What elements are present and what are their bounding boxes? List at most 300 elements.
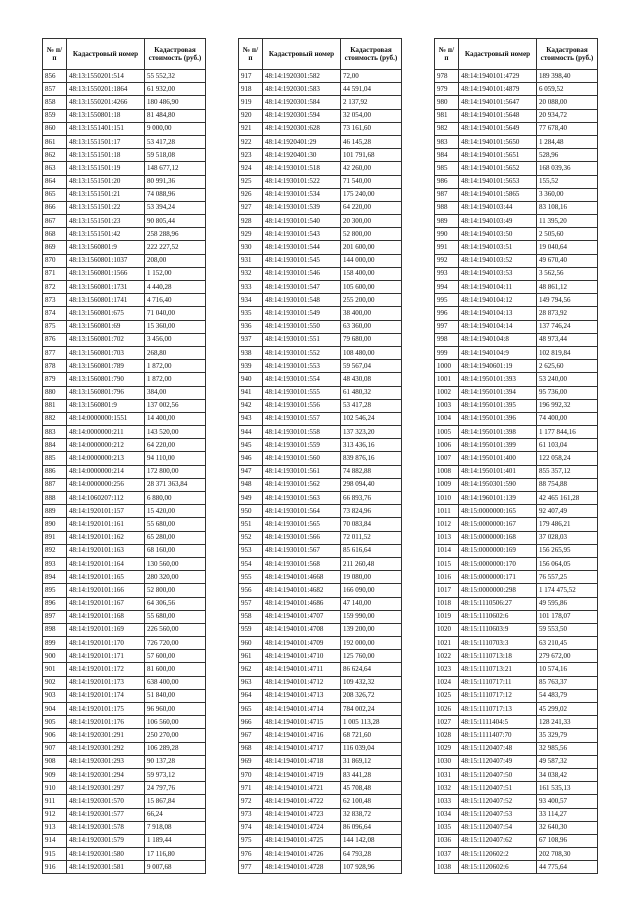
row-number: 902 (43, 676, 67, 689)
cadastral-cost: 90 137,28 (145, 755, 206, 768)
row-number: 969 (239, 755, 263, 768)
row-number: 1004 (435, 412, 459, 425)
table-row (43, 320, 206, 333)
cadastral-number: 48:14:1920101:176 (67, 716, 145, 729)
cadastral-number: 48:14:1930101:565 (263, 518, 341, 531)
table-row (43, 755, 206, 768)
cadastral-number: 48:14:1920101:166 (67, 584, 145, 597)
row-number: 1037 (435, 848, 459, 861)
table-row (239, 188, 402, 201)
cadastral-number: 48:14:1940104:14 (459, 320, 537, 333)
cadastral-cost: 11 395,20 (537, 215, 598, 228)
cadastral-cost: 59 567,04 (341, 360, 402, 373)
row-number: 981 (435, 109, 459, 122)
cadastral-number: 48:15:0000000:168 (459, 531, 537, 544)
table-row (435, 307, 598, 320)
table-row (239, 333, 402, 346)
table-row (239, 584, 402, 597)
table-row (435, 821, 598, 834)
row-number: 1025 (435, 689, 459, 702)
cadastral-cost: 72,00 (341, 70, 402, 83)
row-number: 1015 (435, 557, 459, 570)
cadastral-number: 48:15:0000000:170 (459, 557, 537, 570)
cadastral-number: 48:14:0000000:1551 (67, 412, 145, 425)
cadastral-cost: 64 306,56 (145, 597, 206, 610)
table-row (239, 267, 402, 280)
row-number: 900 (43, 650, 67, 663)
table-row (239, 729, 402, 742)
row-number: 872 (43, 281, 67, 294)
cadastral-number: 48:14:1940101:4715 (263, 716, 341, 729)
table-row (435, 162, 598, 175)
row-number: 1023 (435, 663, 459, 676)
table-row (239, 531, 402, 544)
cadastral-number: 48:14:1940103:52 (459, 254, 537, 267)
row-number: 1006 (435, 439, 459, 452)
cadastral-number: 48:15:1110717:11 (459, 676, 537, 689)
table-row (435, 135, 598, 148)
table-row (43, 768, 206, 781)
cadastral-cost: 73 824,96 (341, 505, 402, 518)
cadastral-number: 48:14:1920101:171 (67, 650, 145, 663)
row-number: 936 (239, 320, 263, 333)
cadastral-number: 48:15:1110703:3 (459, 637, 537, 650)
cadastral-number: 48:14:1930101:566 (263, 531, 341, 544)
header-cadastral-cost: Кадастровая стоимость (руб.) (341, 39, 402, 70)
row-number: 1026 (435, 703, 459, 716)
row-number: 886 (43, 465, 67, 478)
cadastral-number: 48:14:1940101:4686 (263, 597, 341, 610)
cadastral-cost: 166 090,00 (341, 584, 402, 597)
table-row (239, 663, 402, 676)
row-number: 869 (43, 241, 67, 254)
cadastral-number: 48:14:1940103:44 (459, 201, 537, 214)
cadastral-cost: 42 260,00 (341, 162, 402, 175)
table-row (239, 492, 402, 505)
cadastral-cost: 172 800,00 (145, 465, 206, 478)
cadastral-number: 48:15:1110603:9 (459, 623, 537, 636)
table-row (435, 320, 598, 333)
row-number: 908 (43, 755, 67, 768)
cadastral-number: 48:13:1560801:69 (67, 320, 145, 333)
row-number: 918 (239, 83, 263, 96)
cadastral-number: 48:14:1920301:291 (67, 729, 145, 742)
cadastral-number: 48:14:1920101:170 (67, 637, 145, 650)
table-row (239, 439, 402, 452)
row-number: 917 (239, 70, 263, 83)
table-row (239, 623, 402, 636)
cadastral-number: 48:14:1940101:4707 (263, 610, 341, 623)
table-row (435, 703, 598, 716)
cadastral-cost: 384,00 (145, 386, 206, 399)
cadastral-number: 48:15:1120407:53 (459, 808, 537, 821)
table-row (43, 294, 206, 307)
cadastral-cost: 51 840,00 (145, 689, 206, 702)
table-row (43, 637, 206, 650)
cadastral-cost: 79 680,00 (341, 333, 402, 346)
cadastral-number: 48:14:1940104:11 (459, 281, 537, 294)
cadastral-cost: 57 600,00 (145, 650, 206, 663)
cadastral-number: 48:14:1940101:4719 (263, 768, 341, 781)
table-row (239, 768, 402, 781)
cadastral-cost: 14 400,00 (145, 412, 206, 425)
cadastral-cost: 101 791,68 (341, 149, 402, 162)
row-number: 914 (43, 834, 67, 847)
row-number: 986 (435, 175, 459, 188)
cadastral-number: 48:14:1930101:534 (263, 188, 341, 201)
cadastral-number: 48:14:1920301:292 (67, 742, 145, 755)
cadastral-cost: 28 371 363,84 (145, 478, 206, 491)
cadastral-number: 48:15:0000000:171 (459, 571, 537, 584)
cadastral-cost: 128 241,33 (537, 716, 598, 729)
row-number: 1010 (435, 492, 459, 505)
row-number: 865 (43, 188, 67, 201)
row-number: 1003 (435, 399, 459, 412)
table-row (239, 373, 402, 386)
cadastral-number: 48:14:1950101:395 (459, 399, 537, 412)
cadastral-cost: 159 990,00 (341, 610, 402, 623)
row-number: 882 (43, 412, 67, 425)
cadastral-cost: 1 005 113,28 (341, 716, 402, 729)
table-row (43, 492, 206, 505)
table-row (43, 821, 206, 834)
row-number: 903 (43, 689, 67, 702)
table-row (43, 795, 206, 808)
cadastral-cost: 158 400,00 (341, 267, 402, 280)
cadastral-cost: 3 456,00 (145, 333, 206, 346)
table-row (239, 742, 402, 755)
row-number: 1001 (435, 373, 459, 386)
cadastral-cost: 24 797,76 (145, 782, 206, 795)
row-number: 999 (435, 346, 459, 359)
table-row (435, 254, 598, 267)
table-row (435, 861, 598, 874)
row-number: 997 (435, 320, 459, 333)
row-number: 915 (43, 848, 67, 861)
cadastral-cost: 137 323,20 (341, 426, 402, 439)
table-row (239, 848, 402, 861)
row-number: 1019 (435, 610, 459, 623)
table-row (43, 650, 206, 663)
table-row (435, 557, 598, 570)
row-number: 948 (239, 478, 263, 491)
table-row (43, 254, 206, 267)
cadastral-cost: 66,24 (145, 808, 206, 821)
cadastral-number: 48:14:1920101:163 (67, 544, 145, 557)
cadastral-number: 48:14:1920301:570 (67, 795, 145, 808)
cadastral-cost: 45 708,48 (341, 782, 402, 795)
cadastral-number: 48:14:1930101:560 (263, 452, 341, 465)
cadastral-cost: 222 227,52 (145, 241, 206, 254)
table-row (239, 518, 402, 531)
table-row (239, 755, 402, 768)
table-row (435, 465, 598, 478)
cadastral-number: 48:14:1940101:4709 (263, 637, 341, 650)
row-number: 992 (435, 254, 459, 267)
cadastral-cost: 19 040,64 (537, 241, 598, 254)
row-number: 953 (239, 544, 263, 557)
row-number: 898 (43, 623, 67, 636)
cadastral-number: 48:14:0000000:214 (67, 465, 145, 478)
table-row (239, 83, 402, 96)
row-number: 941 (239, 386, 263, 399)
row-number: 1002 (435, 386, 459, 399)
row-number: 944 (239, 426, 263, 439)
cadastral-number: 48:14:1920101:157 (67, 505, 145, 518)
cadastral-number: 48:14:1920101:167 (67, 597, 145, 610)
row-number: 982 (435, 122, 459, 135)
row-number: 870 (43, 254, 67, 267)
cadastral-cost: 55 680,00 (145, 610, 206, 623)
cadastral-cost: 63 210,45 (537, 637, 598, 650)
cadastral-cost: 2 137,92 (341, 96, 402, 109)
cadastral-number: 48:15:1120407:62 (459, 834, 537, 847)
row-number: 861 (43, 135, 67, 148)
cadastral-number: 48:13:1560801:796 (67, 386, 145, 399)
row-number: 933 (239, 281, 263, 294)
cadastral-number: 48:15:1120407:48 (459, 742, 537, 755)
cadastral-number: 48:14:1920301:578 (67, 821, 145, 834)
table-row (435, 571, 598, 584)
cadastral-cost: 95 736,00 (537, 386, 598, 399)
cadastral-number: 48:15:1120407:49 (459, 755, 537, 768)
table-row (43, 478, 206, 491)
table-row (43, 584, 206, 597)
cadastral-number: 48:14:1930101:548 (263, 294, 341, 307)
row-number: 965 (239, 703, 263, 716)
cadastral-cost: 2 625,60 (537, 360, 598, 373)
cadastral-number: 48:14:1940101:4729 (459, 70, 537, 83)
row-number: 942 (239, 399, 263, 412)
table-row (43, 241, 206, 254)
cadastral-cost: 161 535,13 (537, 782, 598, 795)
row-number: 905 (43, 716, 67, 729)
cadastral-number: 48:14:1930101:562 (263, 478, 341, 491)
cadastral-number: 48:14:1920401:29 (263, 135, 341, 148)
cadastral-cost: 63 360,00 (341, 320, 402, 333)
cadastral-cost: 28 873,92 (537, 307, 598, 320)
row-number: 878 (43, 360, 67, 373)
cadastral-number: 48:14:1940101:5650 (459, 135, 537, 148)
table-row (435, 228, 598, 241)
table-row (43, 689, 206, 702)
header-cadastral-number: Кадастровый номер (459, 39, 537, 70)
table-row (239, 162, 402, 175)
table-row (435, 597, 598, 610)
cadastral-cost: 144 000,00 (341, 254, 402, 267)
cadastral-number: 48:14:1930101:544 (263, 241, 341, 254)
cadastral-cost: 20 300,00 (341, 215, 402, 228)
table-row (43, 228, 206, 241)
cadastral-cost: 638 400,00 (145, 676, 206, 689)
row-number: 868 (43, 228, 67, 241)
cadastral-cost: 68 160,00 (145, 544, 206, 557)
row-number: 916 (43, 861, 67, 874)
row-number: 1022 (435, 650, 459, 663)
row-number: 1000 (435, 360, 459, 373)
row-number: 873 (43, 294, 67, 307)
row-number: 895 (43, 584, 67, 597)
cadastral-cost: 208,00 (145, 254, 206, 267)
row-number: 1038 (435, 861, 459, 874)
cadastral-number: 48:14:1930101:546 (263, 267, 341, 280)
cadastral-number: 48:13:1560801:9 (67, 241, 145, 254)
cadastral-number: 48:14:1930101:558 (263, 426, 341, 439)
cadastral-number: 48:14:1930101:550 (263, 320, 341, 333)
cadastral-number: 48:14:1060207:112 (67, 492, 145, 505)
cadastral-cost: 83 108,16 (537, 201, 598, 214)
cadastral-table-1 (42, 38, 206, 874)
row-number: 957 (239, 597, 263, 610)
row-number: 958 (239, 610, 263, 623)
cadastral-number: 48:14:1950101:400 (459, 452, 537, 465)
cadastral-cost: 1 284,48 (537, 135, 598, 148)
cadastral-cost: 9 007,68 (145, 861, 206, 874)
table-row (43, 360, 206, 373)
cadastral-number: 48:14:1950101:393 (459, 373, 537, 386)
table-row (43, 201, 206, 214)
cadastral-cost: 4 440,28 (145, 281, 206, 294)
table-row (43, 716, 206, 729)
table-row (43, 399, 206, 412)
cadastral-number: 48:14:1950101:398 (459, 426, 537, 439)
cadastral-number: 48:14:1940601:19 (459, 360, 537, 373)
cadastral-number: 48:13:1560801:1037 (67, 254, 145, 267)
table-row (239, 689, 402, 702)
row-number: 990 (435, 228, 459, 241)
cadastral-number: 48:13:1550201:1864 (67, 83, 145, 96)
table-row (435, 584, 598, 597)
cadastral-cost: 34 038,42 (537, 768, 598, 781)
table-row (239, 716, 402, 729)
cadastral-number: 48:14:1920101:173 (67, 676, 145, 689)
table-row (435, 834, 598, 847)
cadastral-cost: 258 288,96 (145, 228, 206, 241)
cadastral-number: 48:14:1940104:8 (459, 333, 537, 346)
cadastral-cost: 31 869,12 (341, 755, 402, 768)
table-row (239, 795, 402, 808)
row-number: 943 (239, 412, 263, 425)
cadastral-cost: 88 754,88 (537, 478, 598, 491)
table-row (435, 782, 598, 795)
cadastral-cost: 19 080,00 (341, 571, 402, 584)
row-number: 879 (43, 373, 67, 386)
table-row (435, 149, 598, 162)
row-number: 880 (43, 386, 67, 399)
table-row (239, 782, 402, 795)
cadastral-number: 48:14:1940101:4721 (263, 782, 341, 795)
cadastral-cost: 726 720,00 (145, 637, 206, 650)
row-number: 995 (435, 294, 459, 307)
cadastral-cost: 855 357,12 (537, 465, 598, 478)
row-number: 1007 (435, 452, 459, 465)
table-header-row (435, 39, 598, 70)
cadastral-number: 48:14:1930101:518 (263, 162, 341, 175)
cadastral-cost: 15 420,00 (145, 505, 206, 518)
table-row (43, 83, 206, 96)
cadastral-number: 48:14:1930101:563 (263, 492, 341, 505)
cadastral-cost: 155,52 (537, 175, 598, 188)
row-number: 962 (239, 663, 263, 676)
header-num: № п/п (435, 39, 459, 70)
cadastral-cost: 3 360,00 (537, 188, 598, 201)
cadastral-number: 48:14:1940101:4712 (263, 676, 341, 689)
cadastral-number: 48:14:1950101:401 (459, 465, 537, 478)
cadastral-cost: 137 002,56 (145, 399, 206, 412)
row-number: 885 (43, 452, 67, 465)
cadastral-cost: 1 189,44 (145, 834, 206, 847)
table-row (435, 650, 598, 663)
row-number: 919 (239, 96, 263, 109)
row-number: 980 (435, 96, 459, 109)
cadastral-number: 48:15:1110506:27 (459, 597, 537, 610)
table-row (43, 782, 206, 795)
cadastral-cost: 68 721,60 (341, 729, 402, 742)
table-row (239, 241, 402, 254)
row-number: 959 (239, 623, 263, 636)
cadastral-number: 48:14:1920301:581 (67, 861, 145, 874)
cadastral-number: 48:14:1920101:168 (67, 610, 145, 623)
cadastral-cost: 70 083,84 (341, 518, 402, 531)
table-row (239, 703, 402, 716)
cadastral-cost: 528,96 (537, 149, 598, 162)
table-row (43, 162, 206, 175)
row-number: 871 (43, 267, 67, 280)
row-number: 966 (239, 716, 263, 729)
cadastral-number: 48:14:1920101:175 (67, 703, 145, 716)
table-row (435, 795, 598, 808)
row-number: 1036 (435, 834, 459, 847)
cadastral-number: 48:14:1950101:396 (459, 412, 537, 425)
cadastral-cost: 149 794,56 (537, 294, 598, 307)
cadastral-cost: 93 400,57 (537, 795, 598, 808)
table-row (43, 96, 206, 109)
cadastral-cost: 2 505,60 (537, 228, 598, 241)
table-row (435, 544, 598, 557)
row-number: 954 (239, 557, 263, 570)
cadastral-number: 48:14:1930101:551 (263, 333, 341, 346)
row-number: 987 (435, 188, 459, 201)
row-number: 1014 (435, 544, 459, 557)
cadastral-number: 48:14:1920101:174 (67, 689, 145, 702)
row-number: 979 (435, 83, 459, 96)
cadastral-cost: 80 991,36 (145, 175, 206, 188)
row-number: 912 (43, 808, 67, 821)
row-number: 994 (435, 281, 459, 294)
row-number: 1008 (435, 465, 459, 478)
cadastral-cost: 53 240,00 (537, 373, 598, 386)
table-row (435, 201, 598, 214)
table-row (239, 834, 402, 847)
cadastral-number: 48:14:0000000:256 (67, 478, 145, 491)
table-row (43, 281, 206, 294)
row-number: 860 (43, 122, 67, 135)
row-number: 975 (239, 834, 263, 847)
cadastral-cost: 65 280,00 (145, 531, 206, 544)
cadastral-cost: 139 200,00 (341, 623, 402, 636)
row-number: 893 (43, 557, 67, 570)
cadastral-cost: 179 486,21 (537, 518, 598, 531)
cadastral-number: 48:14:1940103:49 (459, 215, 537, 228)
row-number: 856 (43, 70, 67, 83)
table-row (43, 676, 206, 689)
cadastral-cost: 168 039,36 (537, 162, 598, 175)
cadastral-cost: 280 320,00 (145, 571, 206, 584)
cadastral-cost: 175 240,00 (341, 188, 402, 201)
cadastral-cost: 6 880,00 (145, 492, 206, 505)
header-cadastral-number: Кадастровый номер (263, 39, 341, 70)
table-row (239, 821, 402, 834)
